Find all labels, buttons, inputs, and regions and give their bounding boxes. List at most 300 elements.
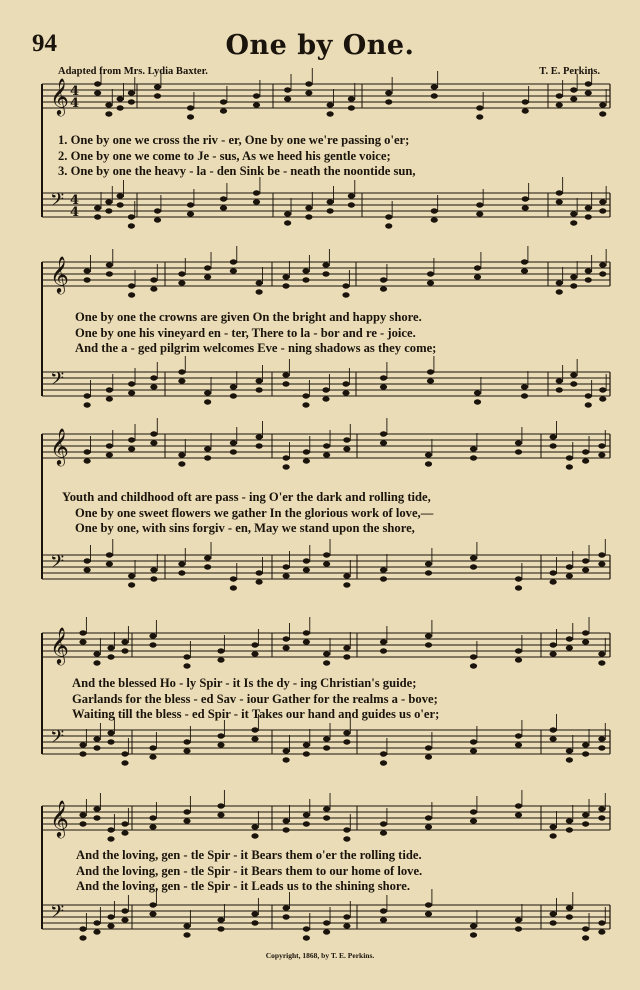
note-head [117, 96, 124, 101]
note-head [84, 558, 91, 563]
note-head [522, 99, 529, 104]
note-head [380, 648, 387, 653]
note-head [149, 642, 156, 647]
note-head [425, 815, 432, 820]
note-head [128, 90, 135, 95]
note-head [303, 821, 310, 826]
note-head [253, 93, 260, 98]
note-head [343, 923, 350, 928]
note-head [582, 812, 589, 817]
note-head [515, 440, 522, 445]
note-head [303, 558, 310, 563]
note-head [327, 199, 334, 204]
note-head [128, 292, 135, 297]
note-head [84, 449, 91, 454]
note-head [515, 733, 522, 738]
note-head [323, 806, 330, 811]
note-head [117, 202, 124, 207]
note-head [105, 102, 112, 107]
note-head [283, 573, 290, 578]
note-head [253, 190, 260, 195]
note-head [150, 431, 157, 436]
note-head [251, 727, 258, 732]
note-head [327, 111, 334, 116]
note-head [217, 648, 224, 653]
note-head [282, 372, 289, 377]
note-head [380, 286, 387, 291]
note-head [107, 730, 114, 735]
note-head [598, 561, 605, 566]
note-head [204, 564, 211, 569]
note-head [256, 570, 263, 575]
note-head [220, 99, 227, 104]
note-head [380, 751, 387, 756]
note-head [470, 654, 477, 659]
lyric-line: And the loving, gen - tle Spir - it Bears them o'er the rolling tide. [76, 848, 422, 862]
note-head [149, 824, 156, 829]
page-number: 94 [32, 30, 57, 57]
note-head [204, 274, 211, 279]
note-head [598, 452, 605, 457]
note-head [93, 745, 100, 750]
note-head [84, 393, 91, 398]
note-head [342, 381, 349, 386]
note-head [187, 202, 194, 207]
note-head [323, 561, 330, 566]
note-head [322, 387, 329, 392]
note-head [230, 576, 237, 581]
note-head [582, 926, 589, 931]
note-head [121, 648, 128, 653]
time-signature-numerator: 4 [70, 193, 80, 208]
note-head [556, 378, 563, 383]
note-head [385, 99, 392, 104]
note-head [84, 402, 91, 407]
note-head [582, 821, 589, 826]
note-head [303, 567, 310, 572]
note-head [283, 914, 290, 919]
note-head [566, 905, 573, 910]
note-head [566, 757, 573, 762]
lyrics-block-3 [62, 490, 614, 537]
note-head [105, 208, 112, 213]
note-head [598, 920, 605, 925]
note-head [230, 440, 237, 445]
time-signature-numerator: 4 [70, 84, 80, 99]
note-head [380, 908, 387, 913]
note-head [204, 555, 211, 560]
note-head [253, 102, 260, 107]
note-head [282, 283, 289, 288]
note-head [149, 911, 156, 916]
note-head [79, 812, 86, 817]
note-head [230, 585, 237, 590]
note-head [302, 402, 309, 407]
note-head [343, 914, 350, 919]
note-head [187, 114, 194, 119]
note-head [302, 277, 309, 282]
note-head [570, 381, 577, 386]
note-head [431, 217, 438, 222]
note-head [149, 815, 156, 820]
note-head [582, 639, 589, 644]
note-head [599, 102, 606, 107]
note-head [570, 220, 577, 225]
note-head [283, 905, 290, 910]
note-head [425, 452, 432, 457]
lyric-line: One by one the crowns are given On the bright and happy shore. [75, 310, 422, 324]
note-head [470, 663, 477, 668]
note-head [550, 736, 557, 741]
lyric-line: And the loving, gen - tle Spir - it Bears them to our home of love. [76, 863, 423, 878]
note-head [117, 193, 124, 198]
note-head [515, 917, 522, 922]
note-head [598, 815, 605, 820]
note-head [566, 748, 573, 753]
note-head [217, 812, 224, 817]
note-head [256, 387, 263, 392]
note-head [305, 90, 312, 95]
note-head [178, 271, 185, 276]
note-head [253, 199, 260, 204]
note-head [550, 651, 557, 656]
note-head [425, 570, 432, 575]
note-head [204, 399, 211, 404]
note-head [303, 926, 310, 931]
note-head [117, 105, 124, 110]
note-head [598, 806, 605, 811]
note-head [343, 582, 350, 587]
note-head [566, 827, 573, 832]
note-head [93, 651, 100, 656]
note-head [154, 84, 161, 89]
note-head [106, 552, 113, 557]
note-head [305, 214, 312, 219]
note-head [522, 196, 529, 201]
note-head [256, 280, 263, 285]
note-head [93, 660, 100, 665]
note-head [84, 458, 91, 463]
note-head [305, 205, 312, 210]
note-head [305, 81, 312, 86]
note-head [556, 199, 563, 204]
note-head [470, 932, 477, 937]
note-head [550, 824, 557, 829]
note-head [220, 196, 227, 201]
note-head [183, 748, 190, 753]
note-head [183, 663, 190, 668]
note-head [128, 283, 135, 288]
note-head [183, 923, 190, 928]
note-head [283, 827, 290, 832]
note-head [251, 824, 258, 829]
note-head [94, 90, 101, 95]
note-head [251, 911, 258, 916]
note-head [178, 570, 185, 575]
note-head [217, 733, 224, 738]
note-head [427, 378, 434, 383]
note-head [178, 461, 185, 466]
lyric-line: And the a - ged pilgrim welcomes Eve - ning shadows as they come; [75, 341, 437, 355]
note-head [284, 211, 291, 216]
note-head [515, 648, 522, 653]
note-head [303, 458, 310, 463]
note-head [380, 375, 387, 380]
lyric-line: And the blessed Ho - ly Spir - it Is the dy - ing Christian's guide; [72, 676, 417, 690]
note-head [204, 265, 211, 270]
note-head [128, 437, 135, 442]
note-head [178, 369, 185, 374]
note-head [94, 214, 101, 219]
note-head [598, 929, 605, 934]
note-head [79, 751, 86, 756]
note-head [582, 567, 589, 572]
note-head [93, 929, 100, 934]
note-head [107, 914, 114, 919]
time-signature-denominator: 4 [70, 96, 80, 111]
note-head [256, 434, 263, 439]
note-head [284, 87, 291, 92]
note-head [84, 268, 91, 273]
note-head [582, 751, 589, 756]
note-head [220, 108, 227, 113]
note-head [303, 639, 310, 644]
note-head [599, 387, 606, 392]
note-head [251, 833, 258, 838]
note-head [323, 443, 330, 448]
bass-clef: 𝄢 [50, 552, 65, 577]
lyrics-block-5 [76, 848, 628, 895]
note-head [107, 739, 114, 744]
note-head [93, 736, 100, 741]
note-head [585, 205, 592, 210]
note-head [425, 824, 432, 829]
note-head [380, 917, 387, 922]
note-head [220, 205, 227, 210]
note-head [425, 461, 432, 466]
note-head [550, 443, 557, 448]
note-head [570, 372, 577, 377]
note-head [323, 552, 330, 557]
note-head [566, 464, 573, 469]
note-head [150, 277, 157, 282]
note-head [427, 280, 434, 285]
bass-clef: 𝄢 [50, 727, 65, 752]
note-head [128, 223, 135, 228]
note-head [128, 381, 135, 386]
note-head [470, 739, 477, 744]
note-head [599, 199, 606, 204]
note-head [217, 926, 224, 931]
bass-clef: 𝄢 [50, 369, 65, 394]
note-head [106, 443, 113, 448]
note-head [150, 440, 157, 445]
note-head [282, 274, 289, 279]
note-head [149, 754, 156, 759]
note-head [178, 280, 185, 285]
lyrics-block-4 [72, 676, 624, 723]
note-head [79, 630, 86, 635]
note-head [342, 292, 349, 297]
note-head [380, 440, 387, 445]
note-head [515, 576, 522, 581]
note-head [121, 760, 128, 765]
note-head [570, 274, 577, 279]
note-head [106, 561, 113, 566]
note-head [128, 214, 135, 219]
note-head [582, 558, 589, 563]
note-head [256, 443, 263, 448]
note-head [94, 81, 101, 86]
note-head [348, 105, 355, 110]
note-head [79, 935, 86, 940]
note-head [521, 268, 528, 273]
note-head [598, 660, 605, 665]
note-head [230, 384, 237, 389]
note-head [582, 935, 589, 940]
note-head [566, 455, 573, 460]
note-head [470, 564, 477, 569]
note-head [427, 369, 434, 374]
note-head [470, 555, 477, 560]
note-head [322, 396, 329, 401]
note-head [183, 654, 190, 659]
note-head [343, 654, 350, 659]
note-head [425, 902, 432, 907]
note-head [183, 932, 190, 937]
note-head [550, 579, 557, 584]
note-head [93, 920, 100, 925]
note-head [521, 259, 528, 264]
note-head [178, 378, 185, 383]
note-head [230, 268, 237, 273]
note-head [348, 202, 355, 207]
lyricist-credit: Adapted from Mrs. Lydia Baxter. [58, 66, 208, 77]
note-head [121, 751, 128, 756]
note-head [343, 437, 350, 442]
note-head [599, 271, 606, 276]
bass-clef: 𝄢 [50, 902, 65, 927]
note-head [283, 757, 290, 762]
note-head [385, 214, 392, 219]
lyric-line: One by one, with sins forgiv - en, May we stand upon the shore, [75, 521, 415, 535]
note-head [323, 920, 330, 925]
note-head [556, 280, 563, 285]
note-head [84, 277, 91, 282]
note-head [585, 268, 592, 273]
note-head [256, 289, 263, 294]
note-head [515, 657, 522, 662]
note-head [323, 929, 330, 934]
lyric-line: And the loving, gen - tle Spir - it Leads us to the shining shore. [76, 879, 411, 893]
note-head [322, 262, 329, 267]
note-head [217, 742, 224, 747]
note-head [322, 271, 329, 276]
note-head [427, 271, 434, 276]
note-head [522, 205, 529, 210]
note-head [121, 639, 128, 644]
note-head [303, 630, 310, 635]
note-head [107, 645, 114, 650]
note-head [107, 654, 114, 659]
note-head [121, 908, 128, 913]
note-head [283, 818, 290, 823]
note-head [149, 633, 156, 638]
note-head [599, 396, 606, 401]
note-head [515, 449, 522, 454]
note-head [178, 452, 185, 457]
note-head [599, 208, 606, 213]
note-head [470, 748, 477, 753]
note-head [585, 214, 592, 219]
note-head [283, 645, 290, 650]
note-head [183, 818, 190, 823]
note-head [476, 114, 483, 119]
note-head [230, 449, 237, 454]
note-head [348, 96, 355, 101]
note-head [550, 434, 557, 439]
note-head [474, 274, 481, 279]
note-head [556, 93, 563, 98]
note-head [283, 748, 290, 753]
note-head [476, 105, 483, 110]
note-head [107, 923, 114, 928]
note-head [105, 111, 112, 116]
note-head [204, 446, 211, 451]
note-head [128, 573, 135, 578]
treble-clef: 𝄞 [50, 255, 69, 293]
note-head [470, 446, 477, 451]
note-head [150, 384, 157, 389]
note-head [425, 911, 432, 916]
note-head [79, 821, 86, 826]
note-head [385, 223, 392, 228]
note-head [154, 217, 161, 222]
note-head [550, 911, 557, 916]
note-head [323, 815, 330, 820]
note-head [256, 579, 263, 584]
note-head [128, 446, 135, 451]
note-head [425, 642, 432, 647]
note-head [598, 651, 605, 656]
note-head [150, 286, 157, 291]
note-head [582, 742, 589, 747]
note-head [284, 220, 291, 225]
treble-clef: 𝄞 [50, 77, 69, 115]
note-head [283, 455, 290, 460]
note-head [217, 917, 224, 922]
note-head [380, 821, 387, 826]
note-head [343, 730, 350, 735]
note-head [323, 736, 330, 741]
note-head [283, 464, 290, 469]
note-head [154, 93, 161, 98]
note-head [598, 745, 605, 750]
note-head [582, 630, 589, 635]
lyrics-block-1 [58, 133, 610, 180]
note-head [582, 449, 589, 454]
note-head [187, 105, 194, 110]
note-head [380, 567, 387, 572]
note-head [302, 393, 309, 398]
note-head [217, 657, 224, 662]
note-head [474, 399, 481, 404]
note-head [515, 803, 522, 808]
note-head [515, 585, 522, 590]
note-head [515, 812, 522, 817]
note-head [150, 576, 157, 581]
note-head [106, 452, 113, 457]
